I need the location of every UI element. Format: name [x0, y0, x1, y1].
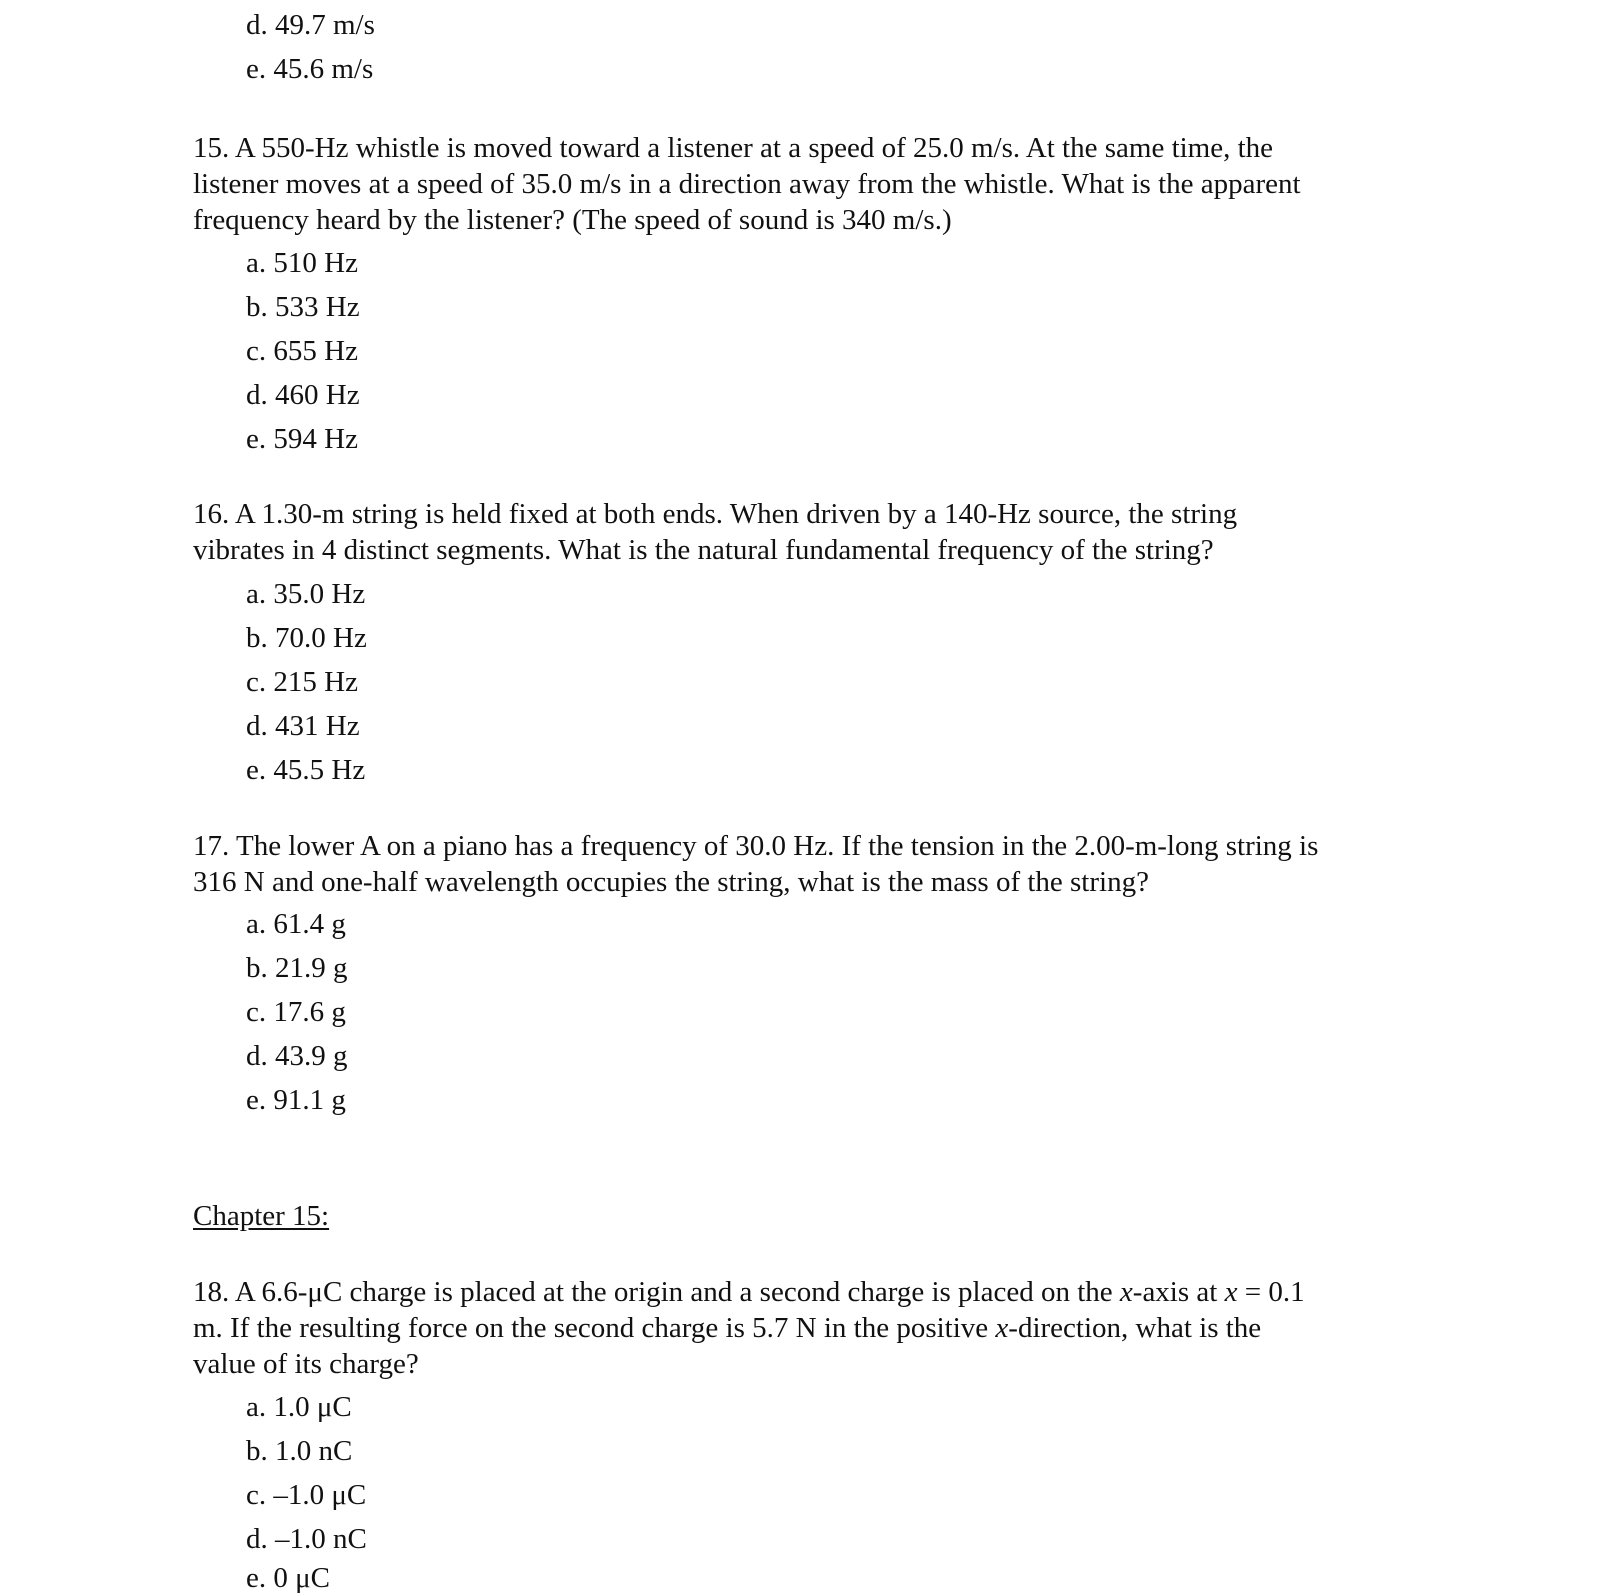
question-text-line: 316 N and one-half wavelength occupies the string, what is the mass of the string? — [193, 866, 1149, 898]
option-b: b. 533 Hz — [246, 291, 360, 323]
question-text-line: 16. A 1.30-m string is held fixed at both ends. When driven by a 140-Hz source, the string — [193, 498, 1238, 530]
option-d: d. 49.7 m/s — [246, 9, 375, 41]
question-text-line: vibrates in 4 distinct segments. What is the natural fundamental frequency of the string? — [193, 534, 1214, 566]
text-run: -axis at — [1132, 1276, 1225, 1308]
option-b: b. 70.0 Hz — [246, 622, 367, 654]
option-b: b. 1.0 nC — [246, 1435, 353, 1467]
variable-x: x — [1224, 1276, 1238, 1308]
variable-x: x — [1119, 1276, 1133, 1308]
variable-x: x — [995, 1312, 1009, 1344]
option-e: e. 91.1 g — [246, 1084, 346, 1116]
option-e: e. 594 Hz — [246, 423, 358, 455]
option-d: d. 43.9 g — [246, 1040, 348, 1072]
option-d: d. 460 Hz — [246, 379, 360, 411]
text-run: = 0.1 — [1237, 1276, 1305, 1308]
option-a: a. 35.0 Hz — [246, 578, 366, 610]
option-c: c. –1.0 μC — [246, 1479, 367, 1511]
question-text-line — [193, 1310, 1261, 1346]
question-text-line: frequency heard by the listener? (The speed of sound is 340 m/s.) — [193, 204, 952, 236]
option-d: d. –1.0 nC — [246, 1523, 367, 1555]
question-text-line: 15. A 550-Hz whistle is moved toward a listener at a speed of 25.0 m/s. At the same time, the — [193, 132, 1274, 164]
option-c: c. 655 Hz — [246, 335, 358, 367]
option-a: a. 61.4 g — [246, 908, 346, 940]
option-c: c. 215 Hz — [246, 666, 358, 698]
option-e: e. 0 μC — [246, 1562, 331, 1594]
option-a: a. 1.0 μC — [246, 1391, 352, 1423]
text-run: m. If the resulting force on the second charge is 5.7 N in the positive — [193, 1312, 996, 1344]
option-a: a. 510 Hz — [246, 247, 358, 279]
option-b: b. 21.9 g — [246, 952, 348, 984]
chapter-heading: Chapter 15: — [193, 1200, 330, 1232]
option-d: d. 431 Hz — [246, 710, 360, 742]
question-text-line: listener moves at a speed of 35.0 m/s in a direction away from the whistle. What is the apparent — [193, 168, 1301, 200]
text-run: -direction, what is the — [1008, 1312, 1262, 1344]
question-text-line: value of its charge? — [193, 1348, 419, 1380]
text-run: 18. A 6.6-μC charge is placed at the origin and a second charge is placed on the — [193, 1276, 1120, 1308]
option-e: e. 45.5 Hz — [246, 754, 366, 786]
question-text-line: 17. The lower A on a piano has a frequency of 30.0 Hz. If the tension in the 2.00-m-long string is — [193, 830, 1319, 862]
option-e: e. 45.6 m/s — [246, 53, 374, 85]
option-c: c. 17.6 g — [246, 996, 346, 1028]
question-text-line — [193, 1274, 1305, 1310]
